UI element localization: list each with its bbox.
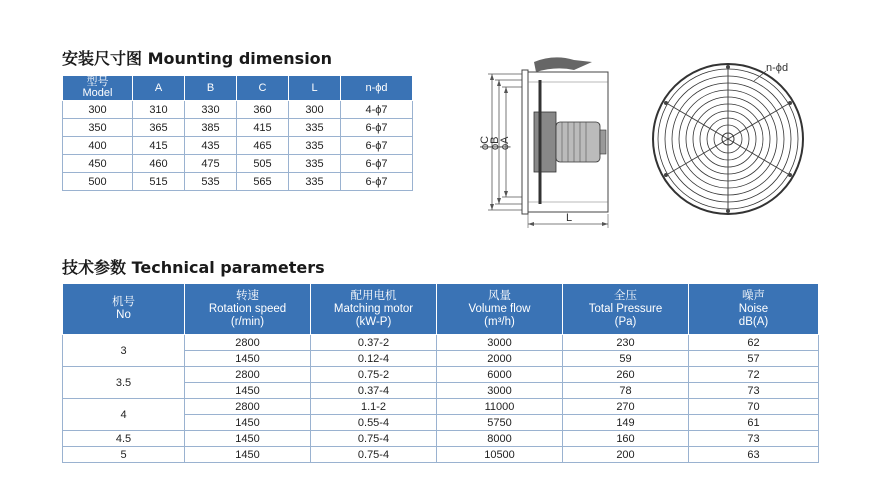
table-cell: 435 [185,137,237,155]
table-row [63,335,819,351]
table-row [63,447,819,463]
table-cell: 475 [185,155,237,173]
table-cell: 63 [689,447,819,463]
column-header: 转速 Rotation speed (r/min) [185,284,311,335]
table-cell: 2000 [437,351,563,367]
table-cell: 0.75-2 [311,367,437,383]
table-cell: 335 [289,137,341,155]
mounting-dimension-title: 安装尺寸图 Mounting dimension [62,49,333,68]
table-cell: 300 [63,101,133,119]
column-header: B [185,76,237,101]
table-cell: 450 [63,155,133,173]
mounting-dimension-table [62,75,413,191]
table-header-row [63,76,413,101]
table-cell: 6000 [437,367,563,383]
table-cell: 415 [237,119,289,137]
table-cell: 160 [563,431,689,447]
table-cell: 59 [563,351,689,367]
table-cell: 0.37-4 [311,383,437,399]
fan-front-view-diagram [648,57,808,217]
table-row [63,173,413,191]
column-header: L [289,76,341,101]
table-cell: 1.1-2 [311,399,437,415]
table-cell: 3000 [437,335,563,351]
table-cell: 400 [63,137,133,155]
table-cell: 8000 [437,431,563,447]
model-number-cell: 4.5 [63,431,185,447]
table-cell: 1450 [185,415,311,431]
model-number-cell: 5 [63,447,185,463]
column-header: 全压 Total Pressure (Pa) [563,284,689,335]
model-number-cell: 3.5 [63,367,185,399]
table-cell: 385 [185,119,237,137]
table-cell: 465 [237,137,289,155]
table-cell: 3000 [437,383,563,399]
table-cell: 6-ϕ7 [341,137,413,155]
table-cell: 73 [689,431,819,447]
table-cell: 230 [563,335,689,351]
table-cell: 70 [689,399,819,415]
table-cell: 535 [185,173,237,191]
table-cell: 72 [689,367,819,383]
table-cell: 2800 [185,367,311,383]
table-cell: 57 [689,351,819,367]
table-cell: 415 [133,137,185,155]
dim-label-c: ϕC [479,135,491,150]
table-cell: 6-ϕ7 [341,155,413,173]
table-cell: 10500 [437,447,563,463]
table-cell: 335 [289,173,341,191]
column-header: 风量 Volume flow (m³/h) [437,284,563,335]
table-cell: 350 [63,119,133,137]
table-row [63,101,413,119]
table-cell: 0.75-4 [311,447,437,463]
table-cell: 62 [689,335,819,351]
table-row [63,137,413,155]
table-header-row [63,284,819,335]
table-cell: 6-ϕ7 [341,119,413,137]
table-cell: 1450 [185,447,311,463]
table-cell: 565 [237,173,289,191]
table-cell: 335 [289,119,341,137]
table-cell: 1450 [185,431,311,447]
table-cell: 300 [289,101,341,119]
table-cell: 310 [133,101,185,119]
dim-label-l: L [566,212,573,224]
table-row [63,399,819,415]
table-cell: 11000 [437,399,563,415]
table-cell: 0.55-4 [311,415,437,431]
table-cell: 149 [563,415,689,431]
table-cell: 0.37-2 [311,335,437,351]
model-number-cell: 4 [63,399,185,431]
column-header: 机号 No [63,284,185,335]
table-cell: 460 [133,155,185,173]
column-header: 配用电机 Matching motor (kW-P) [311,284,437,335]
table-cell: 2800 [185,399,311,415]
table-row [63,367,819,383]
table-cell: 365 [133,119,185,137]
table-cell: 260 [563,367,689,383]
table-row [63,119,413,137]
table-cell: 6-ϕ7 [341,173,413,191]
table-cell: 500 [63,173,133,191]
fan-side-view-diagram [474,52,624,232]
table-cell: 1450 [185,383,311,399]
table-cell: 200 [563,447,689,463]
table-cell: 335 [289,155,341,173]
table-cell: 61 [689,415,819,431]
column-header: 型号 Model [63,76,133,101]
column-header: A [133,76,185,101]
table-cell: 270 [563,399,689,415]
table-cell: 73 [689,383,819,399]
table-cell: 5750 [437,415,563,431]
table-cell: 78 [563,383,689,399]
table-cell: 515 [133,173,185,191]
technical-parameters-table [62,283,819,463]
table-row [63,155,413,173]
table-cell: 4-ϕ7 [341,101,413,119]
table-row [63,431,819,447]
table-cell: 505 [237,155,289,173]
column-header: 噪声 Noise dB(A) [689,284,819,335]
table-cell: 1450 [185,351,311,367]
table-cell: 2800 [185,335,311,351]
model-number-cell: 3 [63,335,185,367]
table-cell: 0.75-4 [311,431,437,447]
table-cell: 0.12-4 [311,351,437,367]
technical-parameters-title: 技术参数 Technical parameters [62,258,325,277]
column-header: n-ϕd [341,76,413,101]
column-header: C [237,76,289,101]
dim-label-b: ϕB [489,136,501,150]
table-cell: 330 [185,101,237,119]
hole-label-nd: n-ϕd [766,62,789,74]
dim-label-a: ϕA [499,136,511,150]
table-cell: 360 [237,101,289,119]
